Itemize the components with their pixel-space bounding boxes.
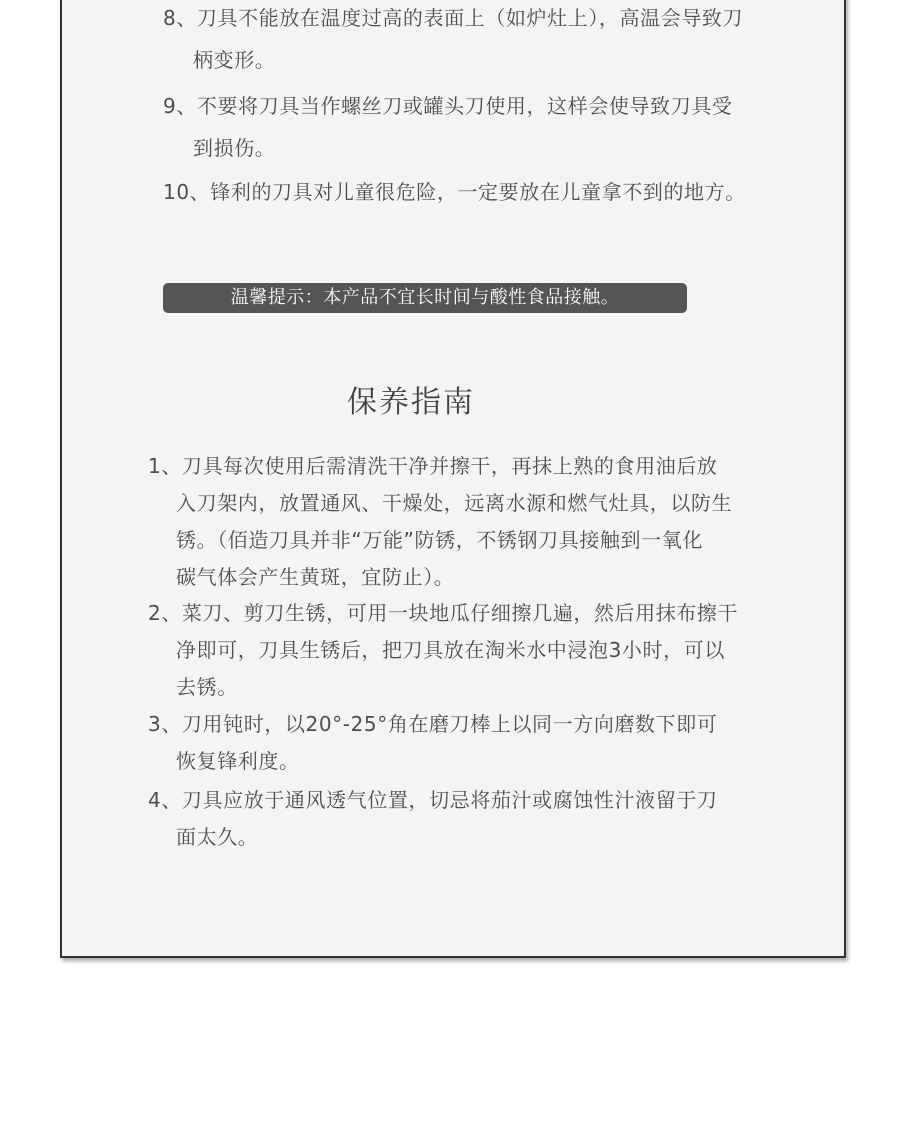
section-title: 保养指南: [347, 385, 475, 420]
usage-note-10: [163, 182, 746, 202]
care-item-line: 碳气体会产生黄斑，宜防止）。: [176, 565, 455, 589]
care-item-line: 2、菜刀、剪刀生锈，可用一块地瓜仔细擦几遍，然后用抹布擦干: [148, 601, 739, 625]
usage-note-9: [163, 96, 733, 158]
care-item-line: 4、刀具应放于通风透气位置，切忌将茄汁或腐蚀性汁液留于刀: [148, 788, 718, 812]
care-item-line: 去锈。: [176, 675, 238, 699]
care-item-line: 1、刀具每次使用后需清洗干净并擦干，再抹上熟的食用油后放: [148, 454, 718, 478]
care-item-4: [148, 790, 718, 847]
usage-note-line: 8、刀具不能放在温度过高的表面上（如炉灶上），高温会导致刀: [163, 6, 744, 30]
usage-note-line: 柄变形。: [193, 48, 276, 72]
care-item-line: 锈。（佰造刀具并非“万能”防锈，不锈钢刀具接触到一氧化: [176, 528, 703, 552]
care-item-2: [148, 603, 738, 697]
usage-note-8: [163, 8, 743, 70]
usage-note-line: 到损伤。: [193, 136, 276, 160]
care-item-line: 恢复锋利度。: [176, 749, 300, 773]
usage-note-line: 9、不要将刀具当作螺丝刀或罐头刀使用，这样会使导致刀具受: [163, 94, 733, 118]
care-item-line: 入刀架内，放置通风、干燥处，远离水源和燃气灶具，以防生: [176, 491, 733, 515]
care-item-1: [148, 456, 732, 587]
usage-note-line: 10、锋利的刀具对儿童很危险，一定要放在儿童拿不到的地方。: [163, 180, 746, 204]
care-item-line: 3、刀用钝时，以20°-25°角在磨刀棒上以同一方向磨数下即可: [148, 712, 718, 736]
care-item-3: [148, 714, 717, 771]
care-item-line: 净即可，刀具生锈后，把刀具放在淘米水中浸泡3小时，可以: [176, 638, 725, 662]
care-item-line: 面太久。: [176, 825, 259, 849]
notice-banner: 温馨提示：本产品不宜长时间与酸性食品接触。: [163, 283, 687, 313]
